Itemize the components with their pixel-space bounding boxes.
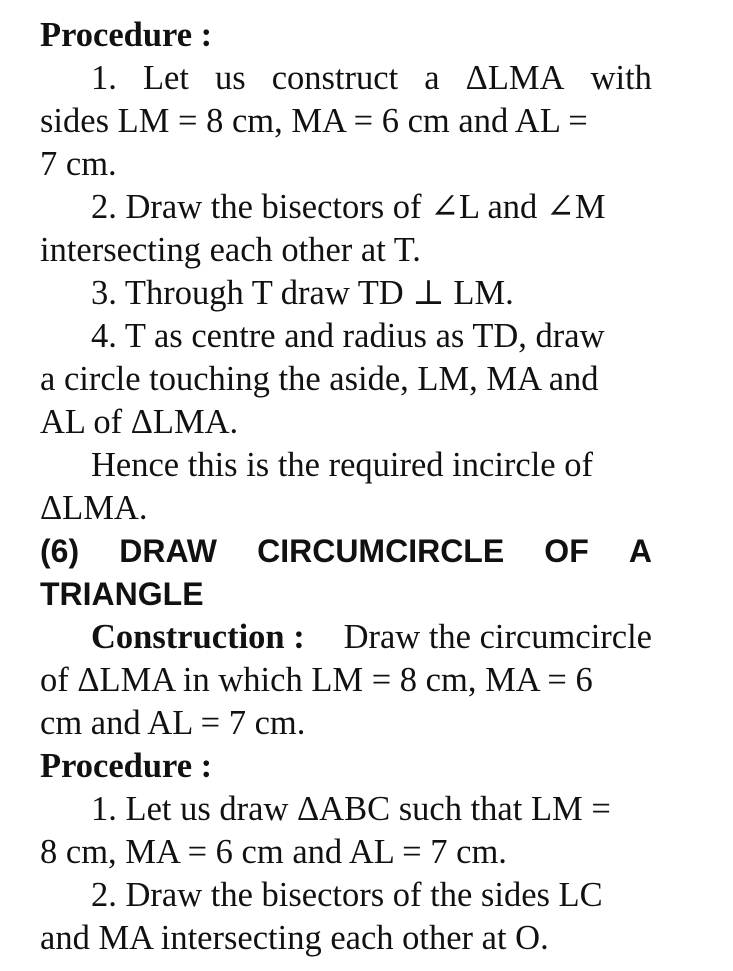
procedure-step-1-line-3: 7 cm. bbox=[40, 145, 117, 183]
construction-text: Draw the circumcircle bbox=[343, 618, 652, 656]
construction-line-3: cm and AL = 7 cm. bbox=[40, 704, 306, 742]
word: construct bbox=[271, 59, 399, 97]
procedure-step-3-line-1: 3. Through T draw TD ⊥ LM. bbox=[91, 274, 514, 312]
construction-label: Construction : bbox=[91, 618, 305, 656]
word: DRAW bbox=[119, 533, 217, 569]
word: CIRCUMCIRCLE bbox=[257, 533, 505, 569]
procedure-step-4-line-3: AL of ΔLMA. bbox=[40, 403, 239, 441]
procedure-step-4-line-2: a circle touching the aside, LM, MA and bbox=[40, 360, 599, 398]
procedure-step-1-line-1 bbox=[40, 57, 652, 100]
procedure2-step-1-line-2: 8 cm, MA = 6 cm and AL = 7 cm. bbox=[40, 833, 507, 871]
conclusion-line-1: Hence this is the required incircle of bbox=[91, 446, 593, 484]
word: OF bbox=[544, 533, 589, 569]
procedure-step-1-line-2: sides LM = 8 cm, MA = 6 cm and AL = bbox=[40, 102, 588, 140]
word: with bbox=[590, 59, 652, 97]
procedure2-step-2-line-1: 2. Draw the bisectors of the sides LC bbox=[91, 876, 603, 914]
word: ΔLMA bbox=[465, 59, 565, 97]
word: 1. bbox=[91, 59, 117, 97]
construction-line-2: of ΔLMA in which LM = 8 cm, MA = 6 bbox=[40, 661, 593, 699]
word: us bbox=[214, 59, 246, 97]
procedure-heading-2: Procedure : bbox=[40, 747, 213, 785]
procedure-step-4-line-1: 4. T as centre and radius as TD, draw bbox=[91, 317, 605, 355]
word: A bbox=[628, 533, 652, 569]
section-heading-line-1 bbox=[40, 530, 652, 573]
word: (6) bbox=[40, 533, 80, 569]
procedure2-step-2-line-2: and MA intersecting each other at O. bbox=[40, 919, 549, 957]
word: Let bbox=[142, 59, 189, 97]
procedure-step-2-line-1: 2. Draw the bisectors of ∠L and ∠M bbox=[91, 188, 606, 226]
section-heading-line-2: TRIANGLE bbox=[40, 576, 204, 612]
procedure2-step-1-line-1: 1. Let us draw ΔABC such that LM = bbox=[91, 790, 611, 828]
construction-line-1 bbox=[40, 616, 652, 659]
procedure-heading: Procedure : bbox=[40, 16, 213, 54]
textbook-page bbox=[40, 14, 652, 960]
conclusion-line-2: ΔLMA. bbox=[40, 489, 148, 527]
procedure-step-2-line-2: intersecting each other at T. bbox=[40, 231, 421, 269]
word: a bbox=[424, 59, 440, 97]
